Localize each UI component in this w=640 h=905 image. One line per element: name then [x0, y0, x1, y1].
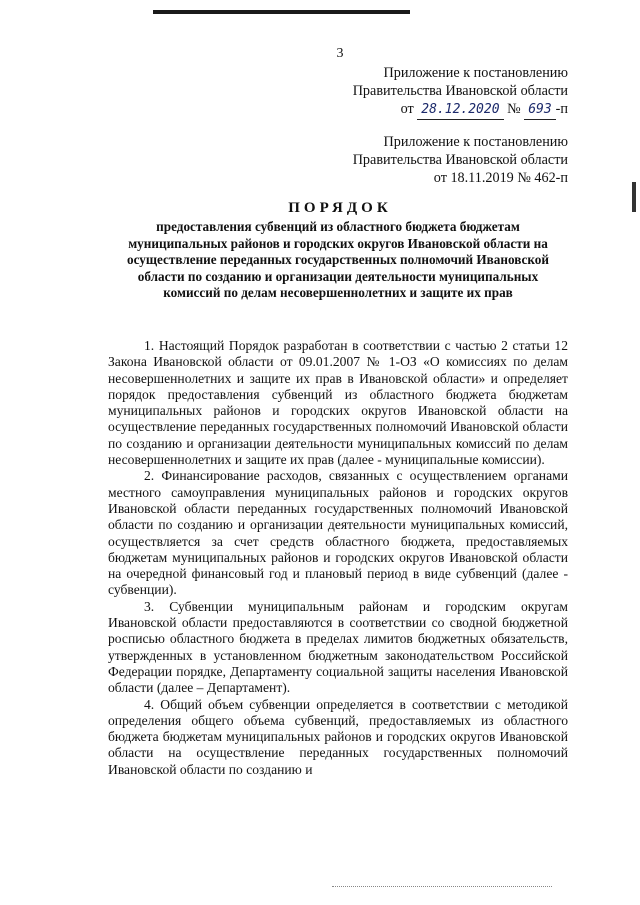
top-edge-mark	[153, 10, 410, 14]
appendix-previous-line2: Правительства Ивановской области	[352, 152, 568, 168]
appendix-current-line3	[353, 100, 568, 120]
appendix-current-line1: Приложение к постановлению	[383, 65, 568, 81]
appendix-previous-line1: Приложение к постановлению	[383, 134, 568, 150]
document-body	[108, 338, 568, 778]
page-number: 3	[336, 46, 344, 61]
number-sign: №	[507, 101, 521, 117]
handwritten-date: 28.12.2020	[417, 101, 503, 120]
appendix-previous	[353, 133, 568, 187]
appendix-current-line2: Правительства Ивановской области	[352, 83, 568, 99]
document-subtitle: предоставления субвенций из областного бюджета бюджетам муниципальных районов и городских округов Ивановской области на осуществление переданных государственных полномочий Ивановской области по созданию и организации деятельности муниципальных комиссий по делам несовершеннолетних и защите их прав	[127, 219, 549, 301]
paragraph-2: 2. Финансирование расходов, связанных с осуществлением органами местного самоуправления муниципальных районов и городских округов Ивановской области переданных государственных полномочий Ивановской области по созданию и организации деятельности муниципальных комиссий, осуществляется за счет средств областного бюджета, предоставляемых бюджетам муниципальных районов и городских округов Ивановской области на очередной финансовый год и плановый период в виде субвенций (далее - субвенции).	[108, 468, 568, 598]
appendix-previous-line3: от 18.11.2019 № 462-п	[433, 170, 568, 186]
number-suffix: -п	[555, 101, 568, 117]
bottom-scan-noise	[332, 886, 552, 888]
appendix-current	[353, 64, 568, 120]
paragraph-4: 4. Общий объем субвенции определяется в соответствии с методикой определения общего объема субвенций, предоставляемых из областного бюджета бюджетам муниципальных районов и городских округов Ивановской области на осуществление переданных государственных полномочий Ивановской области по созданию и	[108, 696, 568, 777]
paragraph-1: 1. Настоящий Порядок разработан в соответствии с частью 2 статьи 12 Закона Ивановской области от 09.01.2007 № 1-ОЗ «О комиссиях по делам несовершеннолетних и защите их прав в Ивановской области» и определяет порядок предоставления субвенций из областного бюджета бюджетам муниципальных районов и городских округов Ивановской области на осуществление переданных государственных полномочий Ивановской области по созданию и организации деятельности муниципальных комиссий по делам несовершеннолетних и защите их прав (далее - муниципальные комиссии).	[108, 338, 568, 468]
handwritten-number: 693	[524, 101, 555, 120]
paragraph-3: 3. Субвенции муниципальным районам и городским округам Ивановской области предоставляются в соответствии со сводной бюджетной росписью областного бюджета в пределах лимитов бюджетных обязательств, утвержденных в установленном бюджетным законодательством Российской Федерации порядке, Департаменту социальной защиты населения Ивановской области (далее – Департамент).	[108, 598, 568, 696]
document-title: ПОРЯДОК	[288, 200, 392, 216]
from-prefix: от	[400, 101, 414, 117]
